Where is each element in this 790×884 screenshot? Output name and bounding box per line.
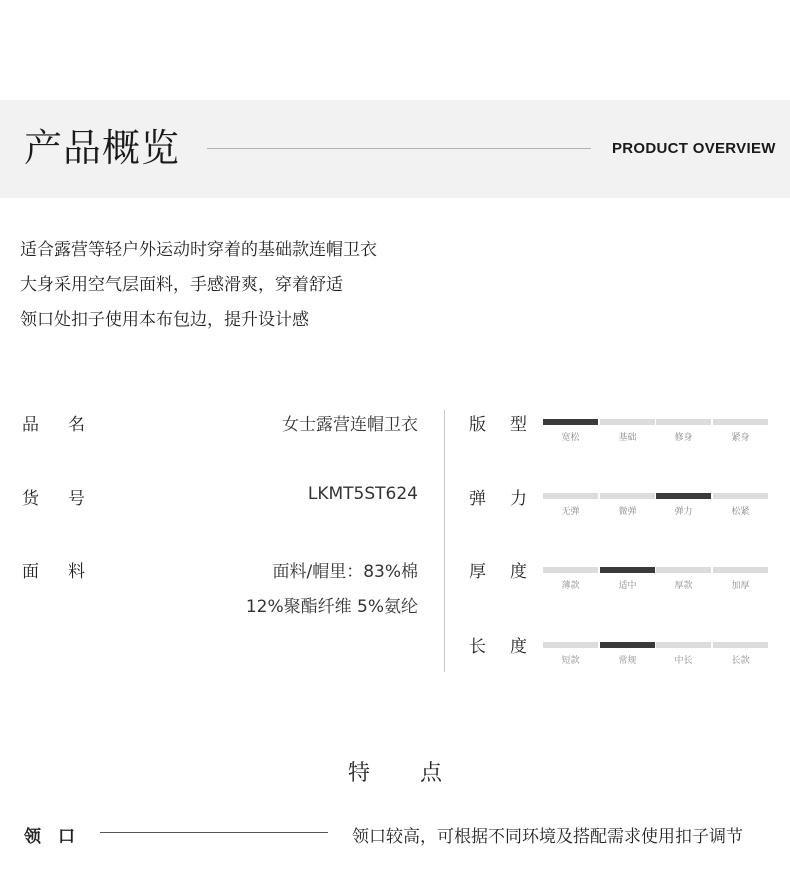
scale-option: 短款 xyxy=(561,656,580,666)
scale-option: 适中 xyxy=(618,581,637,591)
overview-header xyxy=(0,100,790,198)
spec-value-sku: LKMT5ST624 xyxy=(307,484,418,504)
scale-segment xyxy=(656,567,711,573)
scale-option: 加厚 xyxy=(731,581,750,591)
attr-scale-thickness xyxy=(543,567,768,595)
attr-scale-elasticity xyxy=(543,493,768,521)
scale-segment xyxy=(713,493,768,499)
scale-option: 松紧 xyxy=(731,507,750,517)
attr-scale-fit xyxy=(543,419,768,447)
scale-option: 无弹 xyxy=(561,507,580,517)
scale-segment xyxy=(543,419,598,425)
attr-label-thickness: 厚 度 xyxy=(469,562,527,582)
feature-divider xyxy=(100,832,328,833)
scale-option: 弹力 xyxy=(674,507,693,517)
page-title: 产品概览 xyxy=(24,126,181,170)
header-divider xyxy=(207,148,591,149)
scale-segment xyxy=(543,493,598,499)
scale-option: 薄款 xyxy=(561,581,580,591)
scale-segment xyxy=(600,419,655,425)
scale-option: 长款 xyxy=(731,656,750,666)
scale-segment xyxy=(543,642,598,648)
scale-segment xyxy=(713,642,768,648)
attr-label-fit: 版 型 xyxy=(469,415,527,435)
product-description xyxy=(20,233,377,338)
spec-value-fabric: 面料/帽里：83%棉 xyxy=(272,562,418,582)
feature-label-collar: 领 口 xyxy=(24,827,75,847)
description-line: 领口处扣子使用本布包边，提升设计感 xyxy=(20,310,309,330)
features-title: 特 点 xyxy=(347,761,443,786)
scale-segment xyxy=(713,419,768,425)
feature-text-collar: 领口较高，可根据不同环境及搭配需求使用扣子调节 xyxy=(352,827,743,847)
scale-option: 中长 xyxy=(674,656,693,666)
spec-value-name: 女士露营连帽卫衣 xyxy=(282,415,418,435)
scale-option: 宽松 xyxy=(561,433,580,443)
scale-segment xyxy=(600,567,655,573)
scale-option: 修身 xyxy=(674,433,693,443)
scale-segment xyxy=(656,419,711,425)
page-subtitle: PRODUCT OVERVIEW xyxy=(612,140,776,157)
scale-segment xyxy=(656,642,711,648)
scale-option: 微弹 xyxy=(618,507,637,517)
attr-label-length: 长 度 xyxy=(469,637,527,657)
attr-scale-length xyxy=(543,642,768,670)
scale-segment xyxy=(600,493,655,499)
scale-segment xyxy=(713,567,768,573)
scale-option: 紧身 xyxy=(731,433,750,443)
scale-option: 基础 xyxy=(618,433,637,443)
description-line: 适合露营等轻户外运动时穿着的基础款连帽卫衣 xyxy=(20,240,377,260)
scale-option: 厚款 xyxy=(674,581,693,591)
scale-segment xyxy=(656,493,711,499)
scale-option: 常规 xyxy=(618,656,637,666)
spec-divider xyxy=(444,410,445,672)
spec-value-fabric-2: 12%聚酯纤维 5%氨纶 xyxy=(245,597,418,617)
attr-label-elasticity: 弹 力 xyxy=(469,489,527,509)
scale-segment xyxy=(600,642,655,648)
scale-segment xyxy=(543,567,598,573)
description-line: 大身采用空气层面料，手感滑爽，穿着舒适 xyxy=(20,275,343,295)
